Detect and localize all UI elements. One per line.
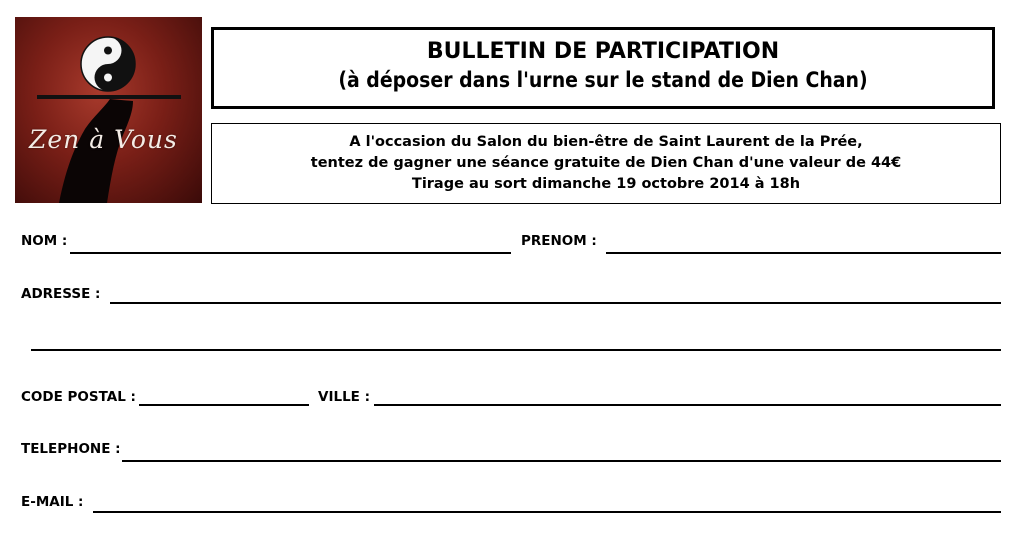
ville-field[interactable]: [374, 404, 1001, 406]
info-line-1: A l'occasion du Salon du bien-être de Saint Laurent de la Prée,: [349, 134, 863, 150]
nom-label: NOM :: [21, 233, 68, 249]
adresse-label: ADRESSE :: [21, 286, 101, 302]
yin-yang-icon: [81, 37, 135, 91]
nom-field[interactable]: [70, 252, 511, 254]
info-box: [211, 123, 1001, 204]
zen-a-vous-logo: [15, 17, 202, 203]
telephone-label: TELEPHONE :: [21, 441, 121, 457]
adresse-field-line-2[interactable]: [31, 349, 1001, 351]
email-field[interactable]: [93, 511, 1001, 513]
code-postal-label: CODE POSTAL :: [21, 389, 136, 405]
code-postal-field[interactable]: [139, 404, 309, 406]
yin-yang-hand-illustration: [15, 17, 202, 203]
ville-label: VILLE :: [318, 389, 370, 405]
logo-text: Zen à Vous: [29, 125, 178, 154]
page-subtitle: (à déposer dans l'urne sur le stand de Dien Chan): [338, 68, 868, 92]
adresse-field-line-1[interactable]: [110, 302, 1001, 304]
prenom-label: PRENOM :: [521, 233, 597, 249]
info-line-3: Tirage au sort dimanche 19 octobre 2014 à 18h: [411, 176, 801, 192]
page-title: BULLETIN DE PARTICIPATION: [426, 39, 780, 64]
title-box: [211, 27, 995, 109]
prenom-field[interactable]: [606, 252, 1001, 254]
telephone-field[interactable]: [122, 460, 1001, 462]
info-line-2: tentez de gagner une séance gratuite de Dien Chan d'une valeur de 44€: [310, 155, 902, 171]
email-label: E-MAIL :: [21, 494, 84, 510]
